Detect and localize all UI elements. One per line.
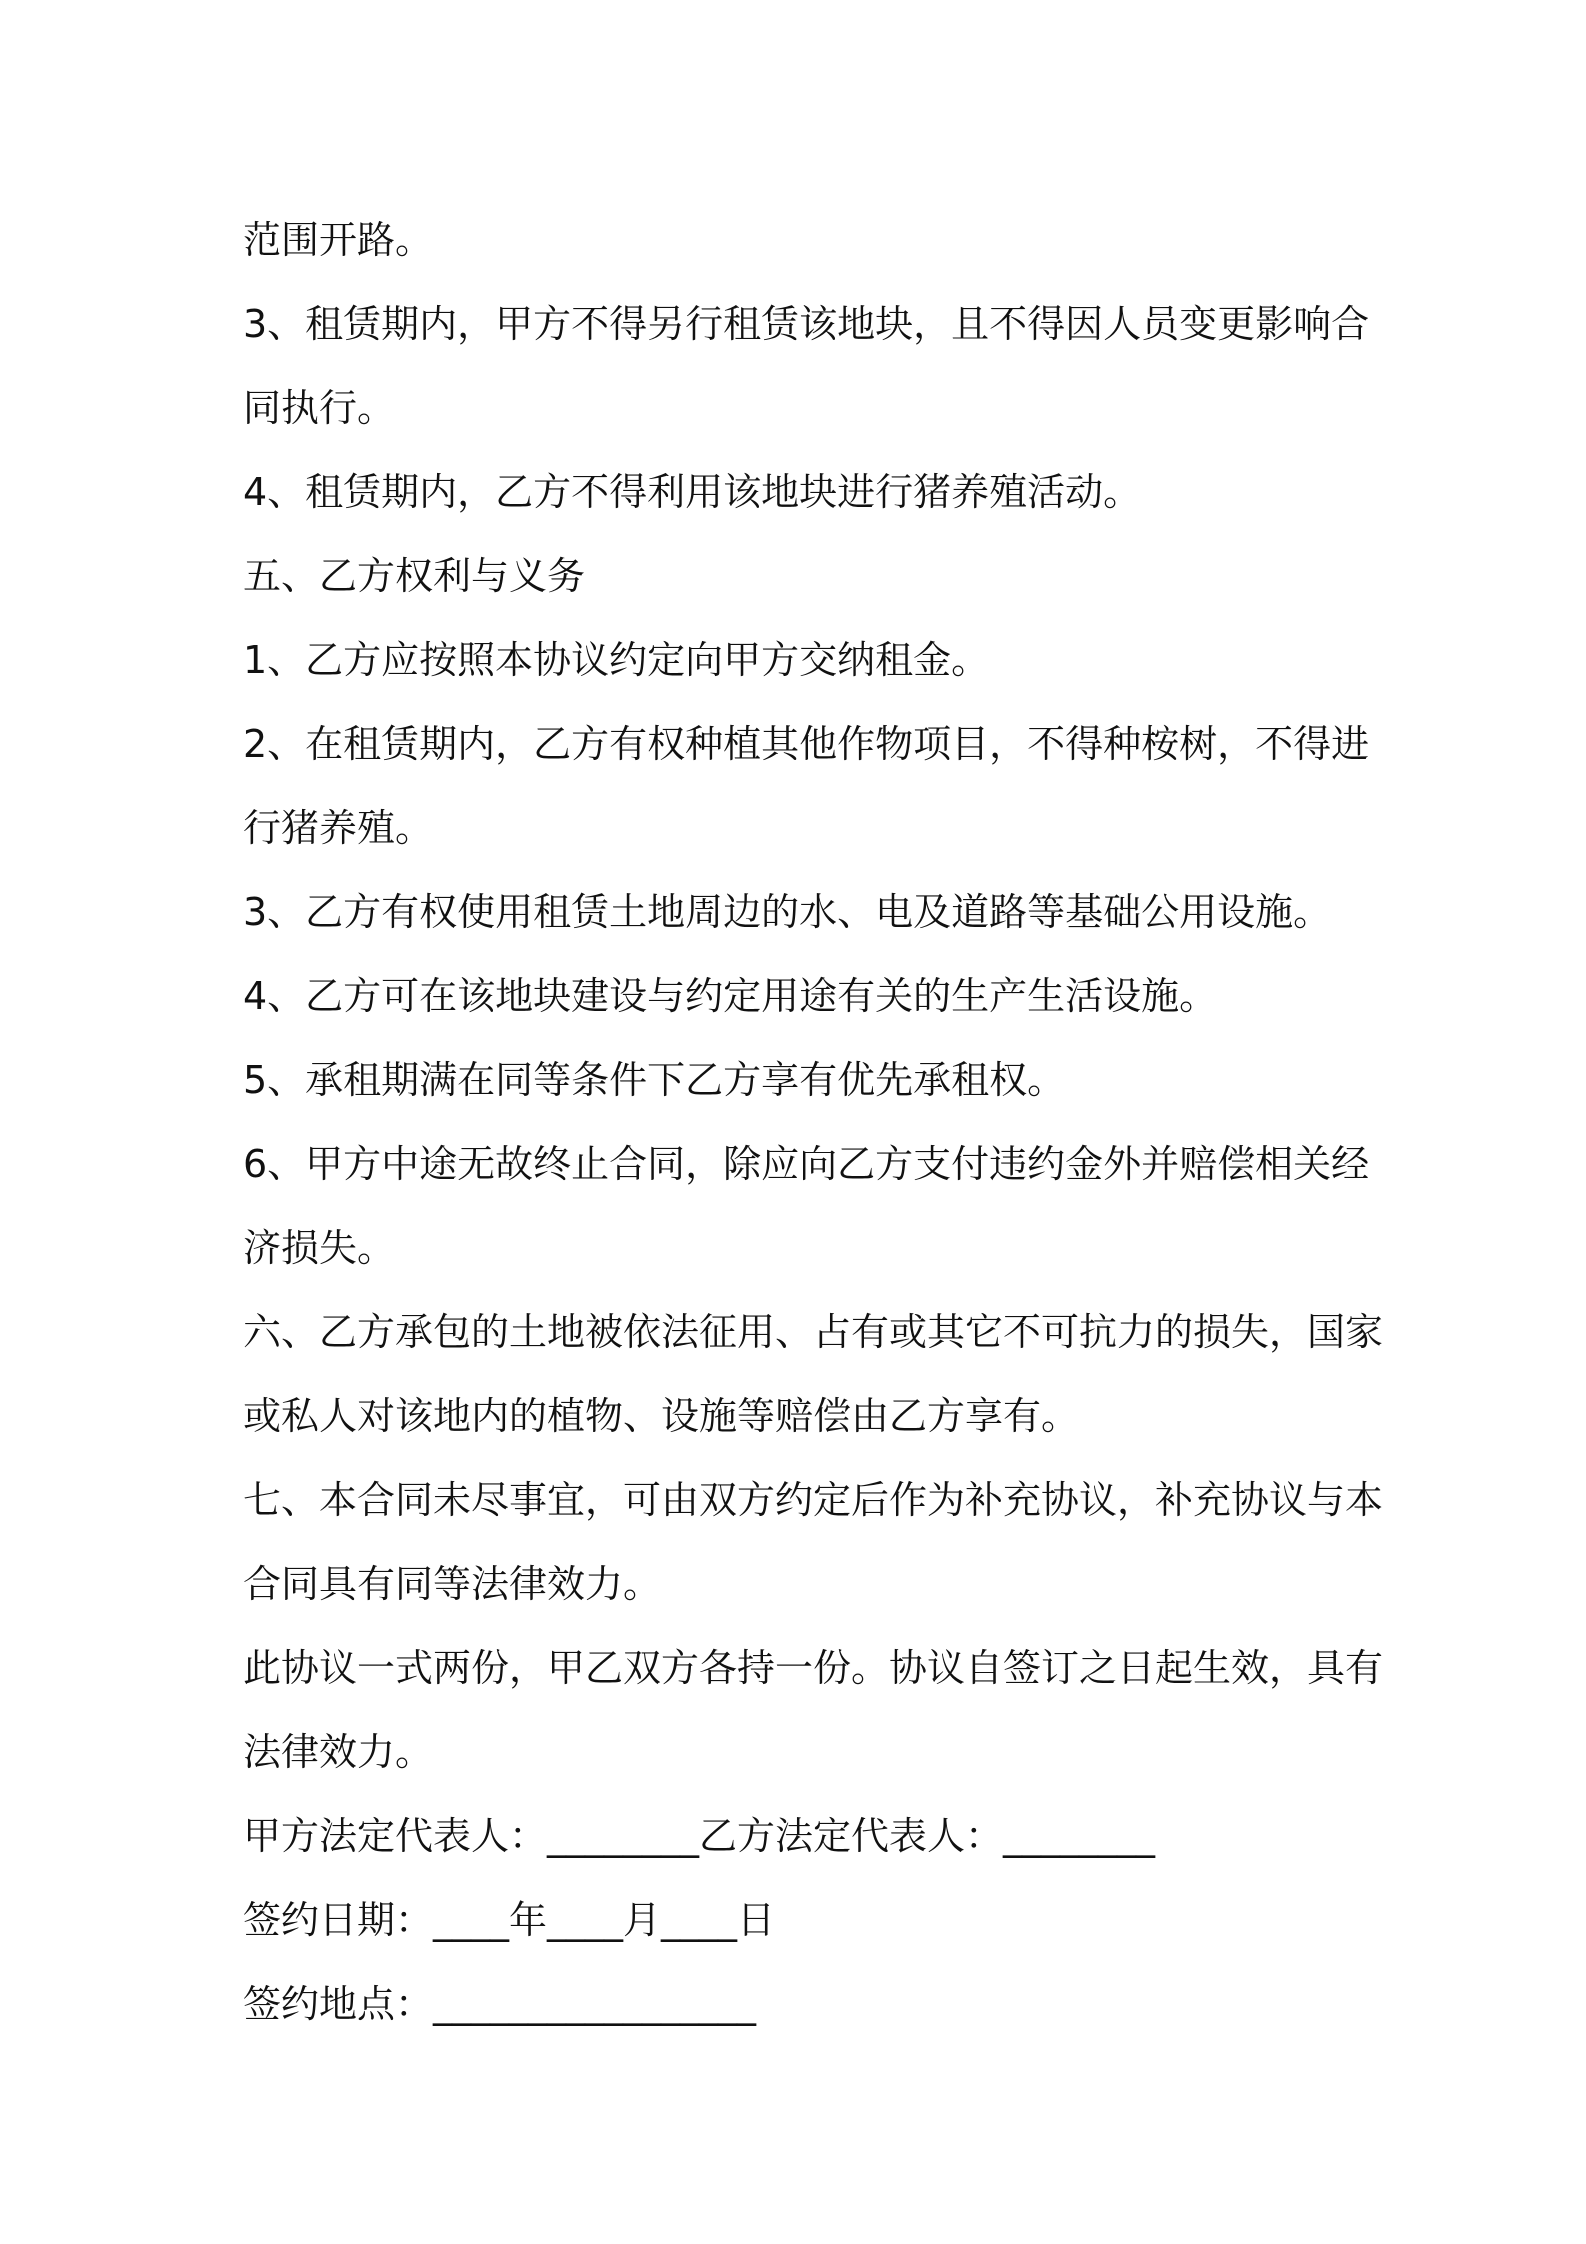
signature-date: 签约日期：____年____月____日: [243, 1898, 776, 1942]
text-line: 范围开路。: [243, 218, 434, 262]
text-line: 法律效力。: [243, 1730, 434, 1774]
text-line: 4、租赁期内，乙方不得利用该地块进行猪养殖活动。: [243, 470, 1142, 514]
text-line: 或私人对该地内的植物、设施等赔偿由乙方享有。: [243, 1394, 1080, 1438]
text-line: 5、承租期满在同等条件下乙方享有优先承租权。: [243, 1058, 1066, 1102]
signature-representatives: 甲方法定代表人：________乙方法定代表人：________: [243, 1814, 1156, 1858]
text-line: 2、在租赁期内，乙方有权种植其他作物项目，不得种桉树，不得进: [243, 722, 1370, 766]
text-line: 此协议一式两份，甲乙双方各持一份。协议自签订之日起生效，具有: [243, 1646, 1384, 1690]
section-heading: 七、本合同未尽事宜，可由双方约定后作为补充协议，补充协议与本: [243, 1478, 1384, 1522]
text-line: 合同具有同等法律效力。: [243, 1562, 662, 1606]
text-line: 同执行。: [243, 386, 396, 430]
text-line: 3、租赁期内，甲方不得另行租赁该地块，且不得因人员变更影响合: [243, 302, 1370, 346]
section-heading: 五、乙方权利与义务: [243, 554, 586, 598]
text-line: 济损失。: [243, 1226, 396, 1270]
text-line: 1、乙方应按照本协议约定向甲方交纳租金。: [243, 638, 990, 682]
document-body: [243, 198, 1384, 2046]
text-line: 行猪养殖。: [243, 806, 434, 850]
section-heading: 六、乙方承包的土地被依法征用、占有或其它不可抗力的损失，国家: [243, 1310, 1384, 1354]
text-line: 4、乙方可在该地块建设与约定用途有关的生产生活设施。: [243, 974, 1218, 1018]
signature-location: 签约地点：_________________: [243, 1982, 757, 2026]
text-line: 3、乙方有权使用租赁土地周边的水、电及道路等基础公用设施。: [243, 890, 1332, 934]
text-line: 6、甲方中途无故终止合同，除应向乙方支付违约金外并赔偿相关经: [243, 1142, 1370, 1186]
